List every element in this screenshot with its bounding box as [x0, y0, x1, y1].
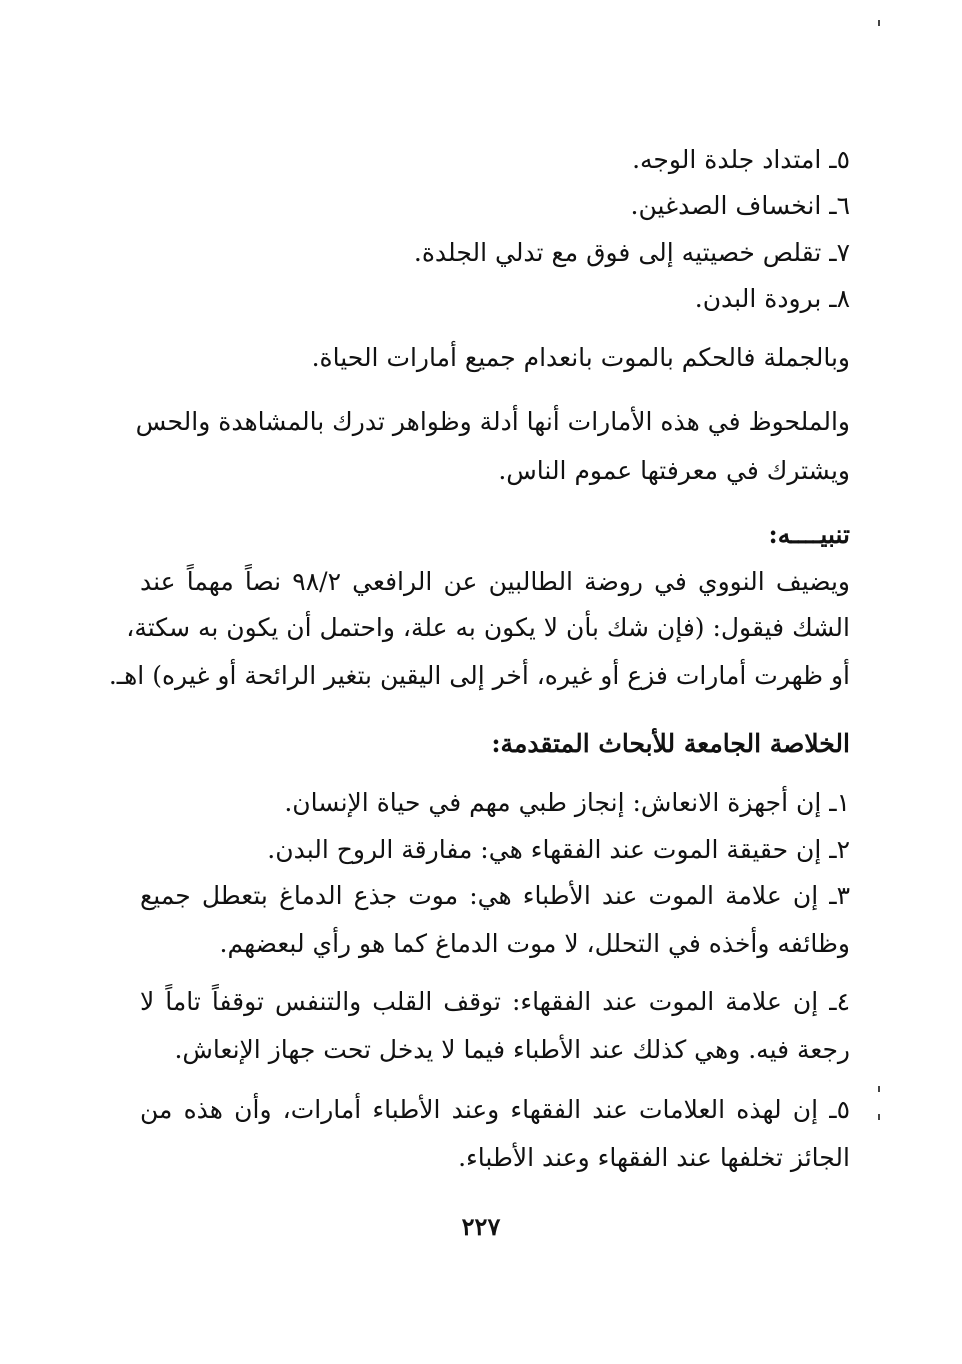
conclusion-item-continued: رجعة فيه. وهي كذلك عند الأطباء فيما لا يدخل تحت جهاز الإنعاش. [174, 1035, 850, 1064]
paragraph-line: والملحوظ في هذه الأمارات أنها أدلة وظواهر تدرك بالمشاهدة والحس [135, 407, 850, 436]
conclusion-item: ٤ـ إن علامة الموت عند الفقهاء: توقف القلب والتنفس توقفاً تاماً لا [140, 987, 850, 1016]
scan-mark [878, 1114, 880, 1120]
conclusion-item: ٢ـ إن حقيقة الموت عند الفقهاء هي: مفارقة الروح البدن. [267, 835, 850, 864]
conclusion-item: ٥ـ إن لهذه العلامات عند الفقهاء وعند الأطباء أمارات، وأن هذه من [140, 1095, 850, 1124]
paragraph-line: أو ظهرت أمارات فزع أو غيره، أخر إلى اليقين بتغير الرائحة أو غيره) اهـ. [108, 661, 850, 690]
list-item: ٨ـ برودة البدن. [694, 284, 850, 313]
list-item: ٥ـ امتداد جلدة الوجه. [632, 145, 850, 174]
conclusion-item-continued: الجائز تخلفها عند الفقهاء وعند الأطباء. [458, 1143, 850, 1172]
note-heading: تنبيــــه: [768, 520, 850, 549]
summary-paragraph: وبالجملة فالحكم بالموت بانعدام جميع أمارات الحياة. [311, 343, 850, 372]
conclusion-item-continued: وظائفه وأخذه في التحلل، لا موت الدماغ كما هو رأي لبعضهم. [219, 929, 850, 958]
paragraph-line: ويضيف النووي في روضة الطالبين عن الرافعي ٩٨/٢ نصاً مهماً عند [140, 567, 850, 596]
conclusion-heading: الخلاصة الجامعة للأبحاث المتقدمة: [491, 729, 850, 758]
list-item: ٦ـ انخساف الصدغين. [630, 191, 850, 220]
page-number: ٢٢٧ [461, 1212, 501, 1241]
paragraph-line: ويشترك في معرفتها عموم الناس. [498, 456, 850, 485]
conclusion-item: ١ـ إن أجهزة الانعاش: إنجاز طبي مهم في حياة الإنسان. [284, 788, 850, 817]
scan-mark [878, 1086, 880, 1092]
scan-mark [878, 20, 880, 26]
paragraph-line: الشك فيقول: (فإن شك بأن لا يكون به علة، واحتمل أن يكون به سكتة، [126, 613, 850, 642]
conclusion-item: ٣ـ إن علامة الموت عند الأطباء هي: موت جذع الدماغ بتعطل جميع [140, 881, 850, 910]
list-item: ٧ـ تقلص خصيتيه إلى فوق مع تدلي الجلدة. [413, 238, 850, 267]
